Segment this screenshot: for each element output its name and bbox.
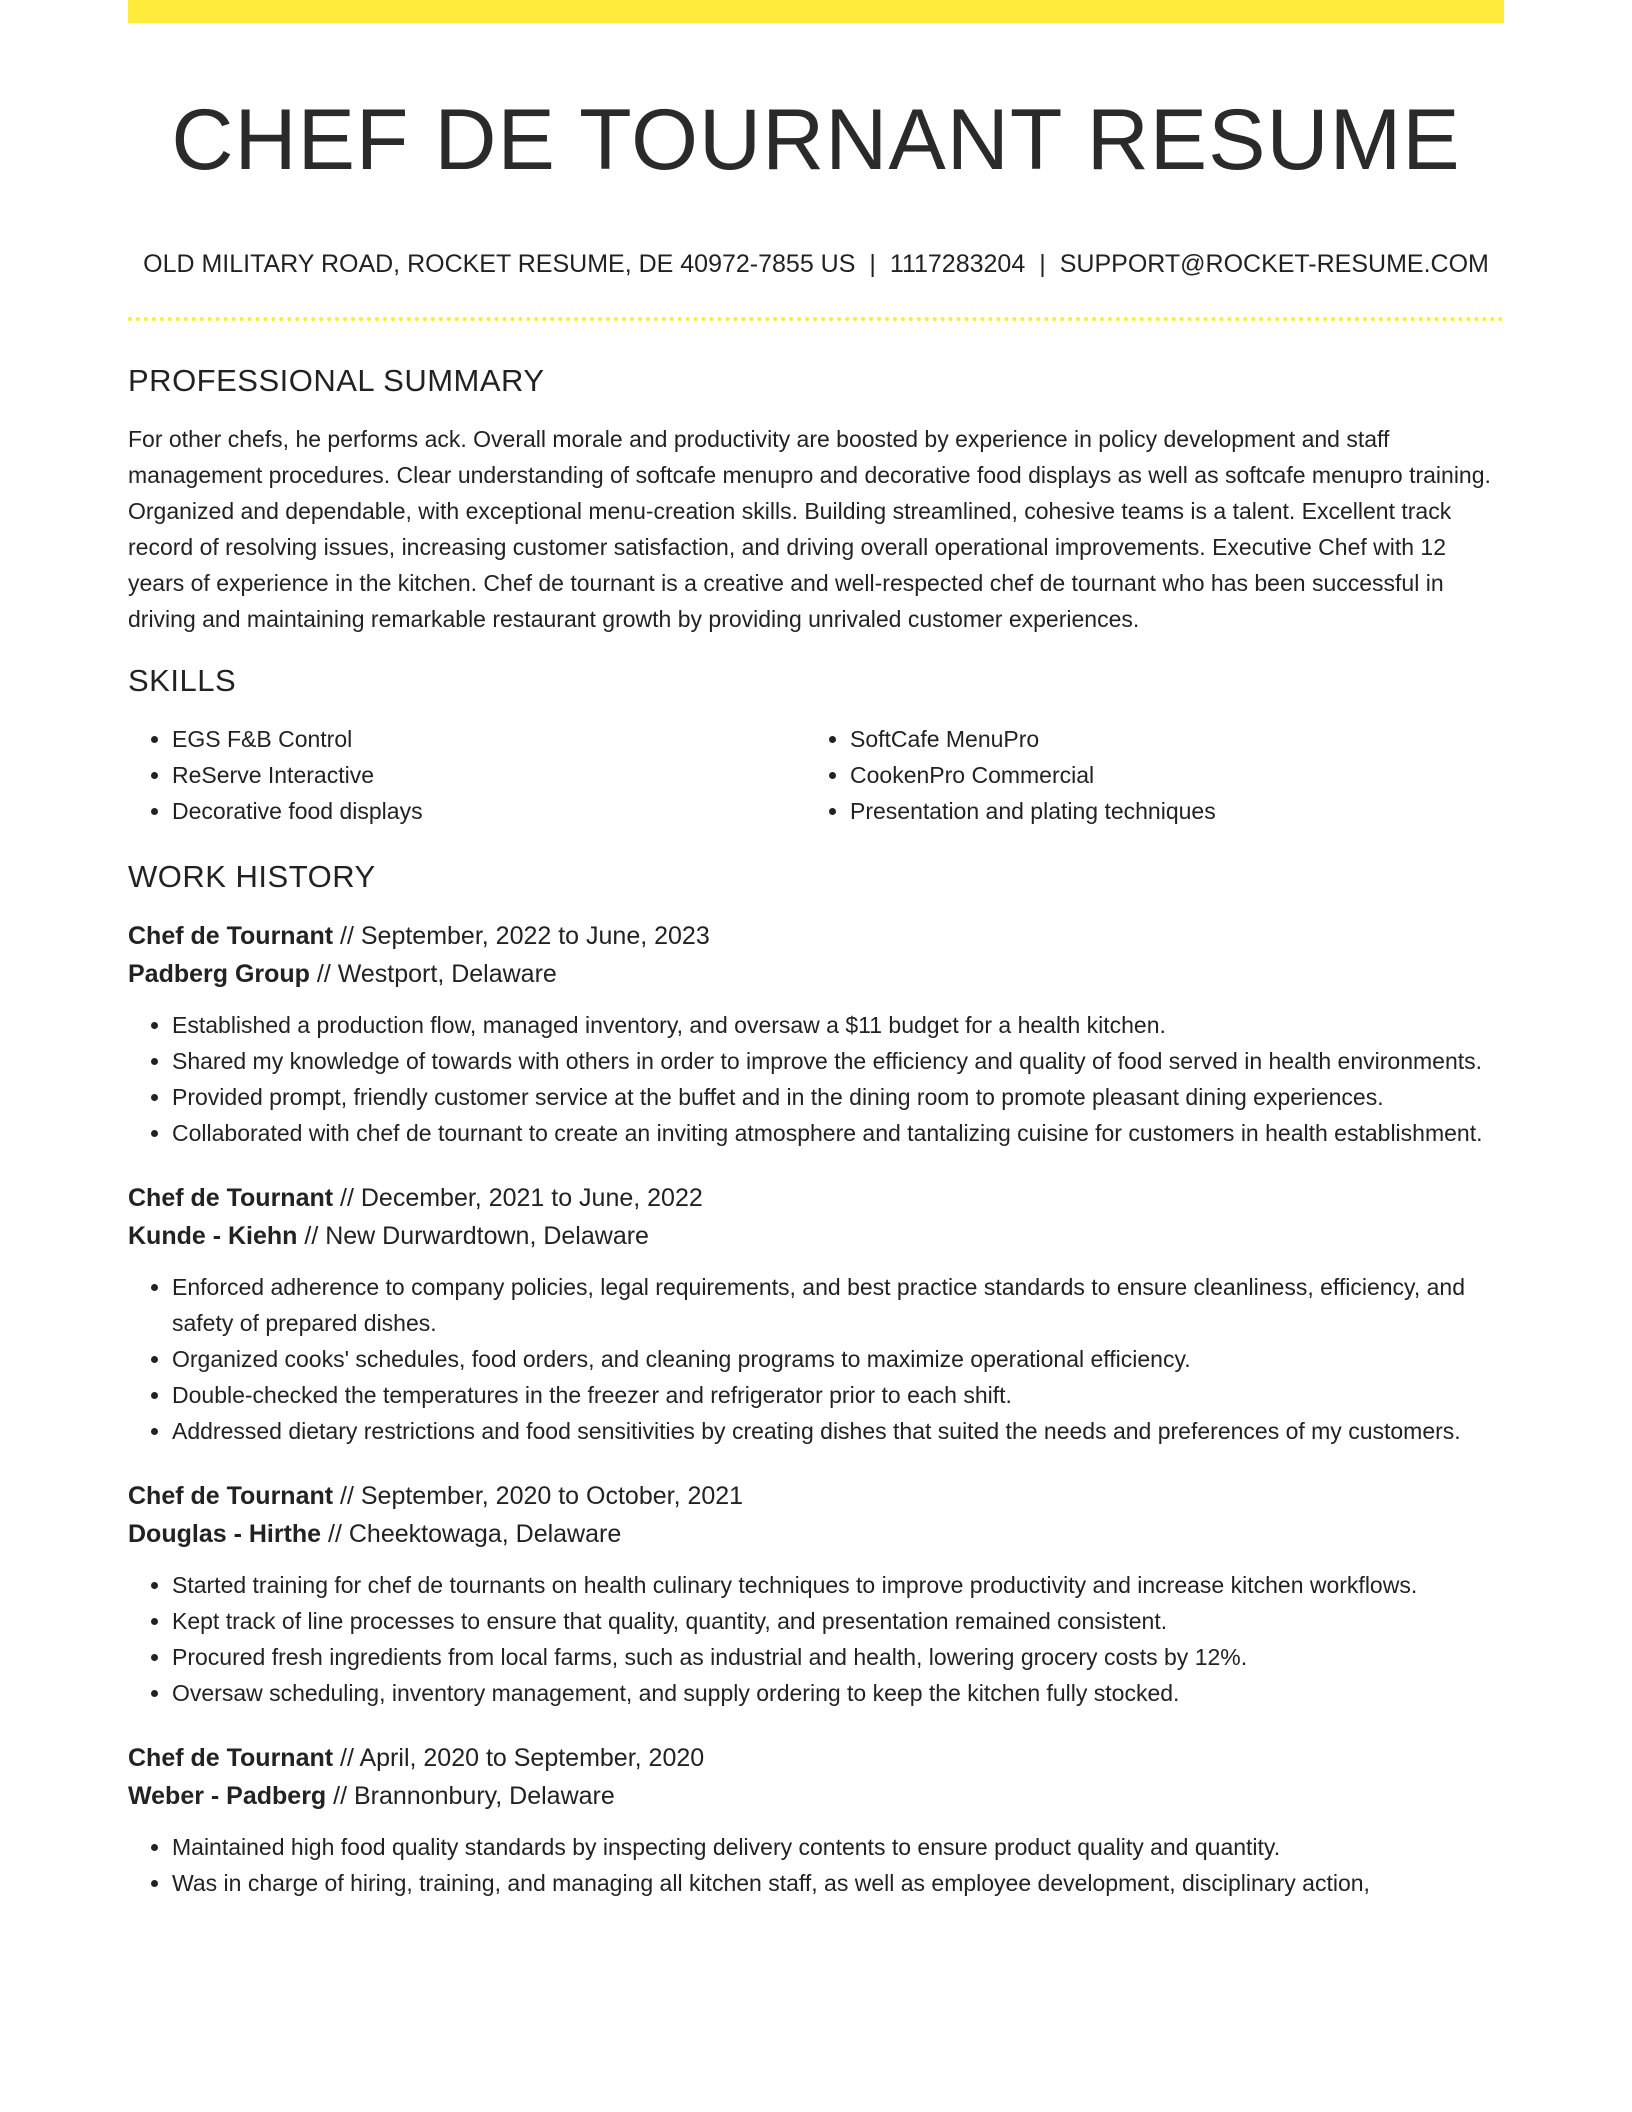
skill-item: • CookenPro Commercial <box>850 757 1484 793</box>
job-dates: // September, 2020 to October, 2021 <box>333 1481 744 1510</box>
job-bullet: • Procured fresh ingredients from local farms, such as industrial and health, lowering grocery costs by 12%. <box>172 1639 1504 1675</box>
contact-line <box>128 250 1504 279</box>
job-bullets <box>128 1829 1504 1901</box>
section-heading-summary: PROFESSIONAL SUMMARY <box>128 362 545 398</box>
job-company: Weber - Padberg <box>128 1781 327 1810</box>
job-company: Douglas - Hirthe <box>128 1519 322 1548</box>
skill-item: • SoftCafe MenuPro <box>850 721 1484 757</box>
job-title-line <box>128 1739 1504 1777</box>
job-bullet: • Provided prompt, friendly customer service at the buffet and in the dining room to promote pleasant dining experiences. <box>172 1079 1504 1115</box>
job-bullet: • Oversaw scheduling, inventory management, and supply ordering to keep the kitchen fully stocked. <box>172 1675 1504 1711</box>
contact-separator: | <box>1039 249 1046 278</box>
job-bullet: • Addressed dietary restrictions and food sensitivities by creating dishes that suited the needs and preferences of my customers. <box>172 1413 1504 1449</box>
job-location: // New Durwardtown, Delaware <box>297 1221 649 1250</box>
dotted-divider <box>128 317 1504 321</box>
resume-page <box>128 0 1504 1901</box>
section-heading-skills: SKILLS <box>128 662 237 698</box>
job-entry <box>128 1477 1504 1711</box>
job-bullet: • Shared my knowledge of towards with others in order to improve the efficiency and quality of food served in health environments. <box>172 1043 1504 1079</box>
skill-item: • EGS F&B Control <box>172 721 806 757</box>
resume-title: CHEF DE TOURNANT RESUME <box>171 92 1461 188</box>
job-company: Kunde - Kiehn <box>128 1221 298 1250</box>
section-heading-work-history: WORK HISTORY <box>128 858 376 894</box>
job-bullet: • Organized cooks' schedules, food orders, and cleaning programs to maximize operational efficiency. <box>172 1341 1504 1377</box>
job-title: Chef de Tournant <box>128 921 334 950</box>
top-accent-bar <box>128 0 1504 23</box>
contact-phone[interactable]: 1117283204 <box>889 249 1026 278</box>
skills-column-right <box>806 721 1484 829</box>
skills-list <box>128 721 1504 829</box>
job-company-line <box>128 955 1504 993</box>
job-entry <box>128 917 1504 1151</box>
job-entry <box>128 1739 1504 1901</box>
job-bullet: • Double-checked the temperatures in the freezer and refrigerator prior to each shift. <box>172 1377 1504 1413</box>
skill-item: • ReServe Interactive <box>172 757 806 793</box>
job-title-line <box>128 917 1504 955</box>
contact-separator: | <box>869 249 876 278</box>
job-bullet: • Maintained high food quality standards by inspecting delivery contents to ensure product quality and quantity. <box>172 1829 1504 1865</box>
job-location: // Brannonbury, Delaware <box>326 1781 615 1810</box>
job-bullets <box>128 1007 1504 1151</box>
job-entry <box>128 1179 1504 1449</box>
skill-item: • Presentation and plating techniques <box>850 793 1484 829</box>
job-bullets <box>128 1269 1504 1449</box>
job-company-line <box>128 1217 1504 1255</box>
job-bullet: • Kept track of line processes to ensure that quality, quantity, and presentation remained consistent. <box>172 1603 1504 1639</box>
job-bullet: • Collaborated with chef de tournant to create an inviting atmosphere and tantalizing cuisine for customers in health establishment. <box>172 1115 1504 1151</box>
job-company-line <box>128 1777 1504 1815</box>
job-bullets <box>128 1567 1504 1711</box>
job-bullet: • Enforced adherence to company policies, legal requirements, and best practice standards to ensure cleanliness, efficiency, and safety of prepared dishes. <box>172 1269 1504 1341</box>
skill-item: • Decorative food displays <box>172 793 806 829</box>
job-dates: // April, 2020 to September, 2020 <box>333 1743 705 1772</box>
work-history-list <box>128 917 1504 1901</box>
job-bullet: • Was in charge of hiring, training, and managing all kitchen staff, as well as employee development, disciplinary action, <box>172 1865 1504 1901</box>
job-dates: // December, 2021 to June, 2022 <box>333 1183 703 1212</box>
job-location: // Westport, Delaware <box>309 959 557 988</box>
job-bullet: • Started training for chef de tournants on health culinary techniques to improve productivity and increase kitchen workflows. <box>172 1567 1504 1603</box>
job-company-line <box>128 1515 1504 1553</box>
summary-text: For other chefs, he performs ack. Overall morale and productivity are boosted by experience in policy development and staff management procedures. Clear understanding of softcafe menupro and decorative food displays as well as softcafe menupro training. Organized and dependable, with exceptional menu-creation skills. Building streamlined, cohesive teams is a talent. Excellent track record of resolving issues, increasing customer satisfaction, and driving overall operational improvements. Executive Chef with 12 years of experience in the kitchen. Chef de tournant is a creative and well-respected chef de tournant who has been successful in driving and maintaining remarkable restaurant growth by providing unrivaled customer experiences. <box>128 425 1491 632</box>
job-title-line <box>128 1477 1504 1515</box>
job-title-line <box>128 1179 1504 1217</box>
skills-column-left <box>128 721 806 829</box>
job-title: Chef de Tournant <box>128 1743 334 1772</box>
job-company: Padberg Group <box>128 959 310 988</box>
contact-address: OLD MILITARY ROAD, ROCKET RESUME, DE 40972-7855 US <box>143 249 856 278</box>
job-location: // Cheektowaga, Delaware <box>321 1519 622 1548</box>
job-bullet: • Established a production flow, managed inventory, and oversaw a $11 budget for a health kitchen. <box>172 1007 1504 1043</box>
job-title: Chef de Tournant <box>128 1183 334 1212</box>
contact-email[interactable]: SUPPORT@ROCKET-RESUME.COM <box>1059 249 1489 278</box>
job-dates: // September, 2022 to June, 2023 <box>333 921 710 950</box>
job-title: Chef de Tournant <box>128 1481 334 1510</box>
